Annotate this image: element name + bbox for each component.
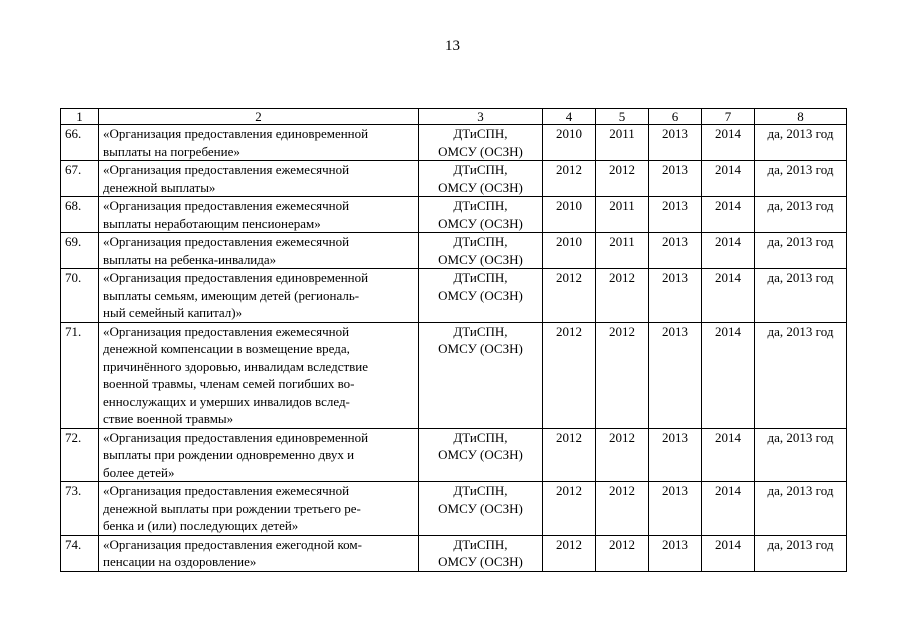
year-cell-5: 2011	[596, 197, 649, 233]
service-name-cell-line: пенсации на оздоровление»	[103, 554, 257, 569]
status-cell: да, 2013 год	[755, 482, 847, 536]
row-number-cell: 74.	[61, 535, 99, 571]
table-row	[61, 428, 847, 482]
year-cell-6: 2013	[649, 161, 702, 197]
service-name-cell	[99, 269, 419, 323]
status-cell: да, 2013 год	[755, 535, 847, 571]
service-name-cell-line: бенка и (или) последующих детей»	[103, 518, 299, 533]
responsible-cell-line: ДТиСПН,	[453, 234, 508, 249]
service-name-cell	[99, 428, 419, 482]
service-name-cell-line: выплаты на погребение»	[103, 143, 240, 159]
year-cell-5: 2011	[596, 125, 649, 161]
service-name-cell	[99, 197, 419, 233]
row-number-cell: 69.	[61, 233, 99, 269]
year-cell-7: 2014	[702, 161, 755, 197]
year-cell-4: 2012	[543, 535, 596, 571]
year-cell-7: 2014	[702, 197, 755, 233]
table-row	[61, 125, 847, 161]
service-name-cell-line: причинённого здоровью, инвалидам вследствие	[103, 358, 369, 374]
year-cell-6: 2013	[649, 197, 702, 233]
service-name-cell-line: еннослужащих и умерших инвалидов вслед-	[103, 393, 350, 409]
row-number-cell: 67.	[61, 161, 99, 197]
responsible-cell-line: ОМСУ (ОСЗН)	[438, 447, 523, 462]
year-cell-7: 2014	[702, 269, 755, 323]
year-cell-7: 2014	[702, 322, 755, 428]
status-cell: да, 2013 год	[755, 322, 847, 428]
responsible-cell	[419, 322, 543, 428]
service-name-cell-line: «Организация предоставления единовременной	[103, 126, 369, 141]
service-name-cell	[99, 233, 419, 269]
table-body	[61, 125, 847, 572]
responsible-cell	[419, 233, 543, 269]
year-cell-4: 2012	[543, 161, 596, 197]
service-name-cell	[99, 482, 419, 536]
page-number: 13	[445, 38, 460, 54]
year-cell-6: 2013	[649, 233, 702, 269]
service-name-cell-line: военной травмы, членам семей погибших во-	[103, 376, 355, 391]
service-name-cell	[99, 535, 419, 571]
header-cell-2: 2	[99, 109, 419, 125]
year-cell-4: 2012	[543, 428, 596, 482]
year-cell-7: 2014	[702, 233, 755, 269]
year-cell-6: 2013	[649, 428, 702, 482]
year-cell-5: 2012	[596, 161, 649, 197]
responsible-cell	[419, 482, 543, 536]
service-name-cell-line: ствие военной травмы»	[103, 411, 234, 426]
year-cell-6: 2013	[649, 322, 702, 428]
responsible-cell	[419, 428, 543, 482]
status-cell: да, 2013 год	[755, 125, 847, 161]
service-name-cell-line: выплаты на ребенка-инвалида»	[103, 251, 277, 267]
header-cell-5: 5	[596, 109, 649, 125]
year-cell-6: 2013	[649, 125, 702, 161]
year-cell-5: 2012	[596, 482, 649, 536]
row-number-cell: 73.	[61, 482, 99, 536]
status-cell: да, 2013 год	[755, 197, 847, 233]
service-name-cell	[99, 322, 419, 428]
service-name-cell-line: «Организация предоставления ежемесячной	[103, 198, 350, 213]
year-cell-7: 2014	[702, 482, 755, 536]
service-name-cell-line: выплаты при рождении одновременно двух и	[103, 447, 355, 462]
services-table	[60, 108, 847, 572]
status-cell: да, 2013 год	[755, 233, 847, 269]
service-name-cell	[99, 161, 419, 197]
service-name-cell-line: «Организация предоставления ежемесячной	[103, 323, 350, 339]
header-cell-4: 4	[543, 109, 596, 125]
responsible-cell-line: ОМСУ (ОСЗН)	[438, 341, 523, 356]
service-name-cell-line: «Организация предоставления единовременной	[103, 429, 369, 445]
responsible-cell-line: ДТиСПН,	[453, 429, 508, 445]
year-cell-6: 2013	[649, 482, 702, 536]
row-number-cell: 68.	[61, 197, 99, 233]
year-cell-4: 2012	[543, 482, 596, 536]
service-name-cell-line: «Организация предоставления ежегодной ком-	[103, 536, 362, 552]
status-cell: да, 2013 год	[755, 428, 847, 482]
service-name-cell-line: денежной выплаты»	[103, 179, 216, 195]
row-number-cell: 72.	[61, 428, 99, 482]
year-cell-4: 2010	[543, 125, 596, 161]
header-cell-6: 6	[649, 109, 702, 125]
table-header	[61, 109, 847, 125]
responsible-cell-line: ДТиСПН,	[453, 126, 508, 141]
header-cell-3: 3	[419, 109, 543, 125]
year-cell-7: 2014	[702, 535, 755, 571]
year-cell-5: 2012	[596, 269, 649, 323]
responsible-cell-line: ОМСУ (ОСЗН)	[438, 143, 523, 159]
service-name-cell-line: «Организация предоставления ежемесячной	[103, 483, 350, 498]
year-cell-5: 2011	[596, 233, 649, 269]
responsible-cell-line: ОМСУ (ОСЗН)	[438, 215, 523, 231]
row-number-cell: 66.	[61, 125, 99, 161]
responsible-cell	[419, 535, 543, 571]
service-name-cell	[99, 125, 419, 161]
responsible-cell-line: ДТиСПН,	[453, 198, 508, 213]
responsible-cell-line: ОМСУ (ОСЗН)	[438, 179, 523, 195]
responsible-cell-line: ДТиСПН,	[453, 323, 508, 339]
responsible-cell	[419, 197, 543, 233]
table-row	[61, 535, 847, 571]
year-cell-7: 2014	[702, 428, 755, 482]
service-name-cell-line: более детей»	[103, 464, 175, 480]
service-name-cell-line: денежной выплаты при рождении третьего ре-	[103, 500, 361, 516]
service-name-cell-line: ный семейный капитал)»	[103, 305, 243, 320]
year-cell-4: 2012	[543, 269, 596, 323]
header-cell-1: 1	[61, 109, 99, 125]
year-cell-5: 2012	[596, 428, 649, 482]
status-cell: да, 2013 год	[755, 161, 847, 197]
year-cell-6: 2013	[649, 269, 702, 323]
responsible-cell	[419, 161, 543, 197]
year-cell-4: 2010	[543, 197, 596, 233]
year-cell-6: 2013	[649, 535, 702, 571]
year-cell-5: 2012	[596, 322, 649, 428]
year-cell-5: 2012	[596, 535, 649, 571]
service-name-cell-line: выплаты семьям, имеющим детей (региональ-	[103, 287, 360, 303]
table-row	[61, 233, 847, 269]
table-row	[61, 269, 847, 323]
responsible-cell-line: ОМСУ (ОСЗН)	[438, 287, 523, 303]
table-row	[61, 322, 847, 428]
header-row	[61, 109, 847, 125]
year-cell-4: 2010	[543, 233, 596, 269]
row-number-cell: 71.	[61, 322, 99, 428]
header-cell-8: 8	[755, 109, 847, 125]
responsible-cell-line: ДТиСПН,	[453, 483, 508, 498]
service-name-cell-line: «Организация предоставления ежемесячной	[103, 234, 350, 249]
year-cell-4: 2012	[543, 322, 596, 428]
service-name-cell-line: денежной компенсации в возмещение вреда,	[103, 341, 350, 356]
service-name-cell-line: выплаты неработающим пенсионерам»	[103, 215, 321, 231]
status-cell: да, 2013 год	[755, 269, 847, 323]
table-row	[61, 482, 847, 536]
row-number-cell: 70.	[61, 269, 99, 323]
responsible-cell-line: ОМСУ (ОСЗН)	[438, 500, 523, 516]
header-cell-7: 7	[702, 109, 755, 125]
service-name-cell-line: «Организация предоставления ежемесячной	[103, 162, 350, 177]
responsible-cell-line: ОМСУ (ОСЗН)	[438, 554, 523, 569]
responsible-cell-line: ДТиСПН,	[453, 270, 508, 285]
service-name-cell-line: «Организация предоставления единовременной	[103, 270, 369, 285]
responsible-cell	[419, 125, 543, 161]
table-row	[61, 197, 847, 233]
responsible-cell-line: ОМСУ (ОСЗН)	[438, 251, 523, 267]
responsible-cell	[419, 269, 543, 323]
year-cell-7: 2014	[702, 125, 755, 161]
responsible-cell-line: ДТиСПН,	[453, 162, 508, 177]
responsible-cell-line: ДТиСПН,	[453, 536, 508, 552]
table-row	[61, 161, 847, 197]
